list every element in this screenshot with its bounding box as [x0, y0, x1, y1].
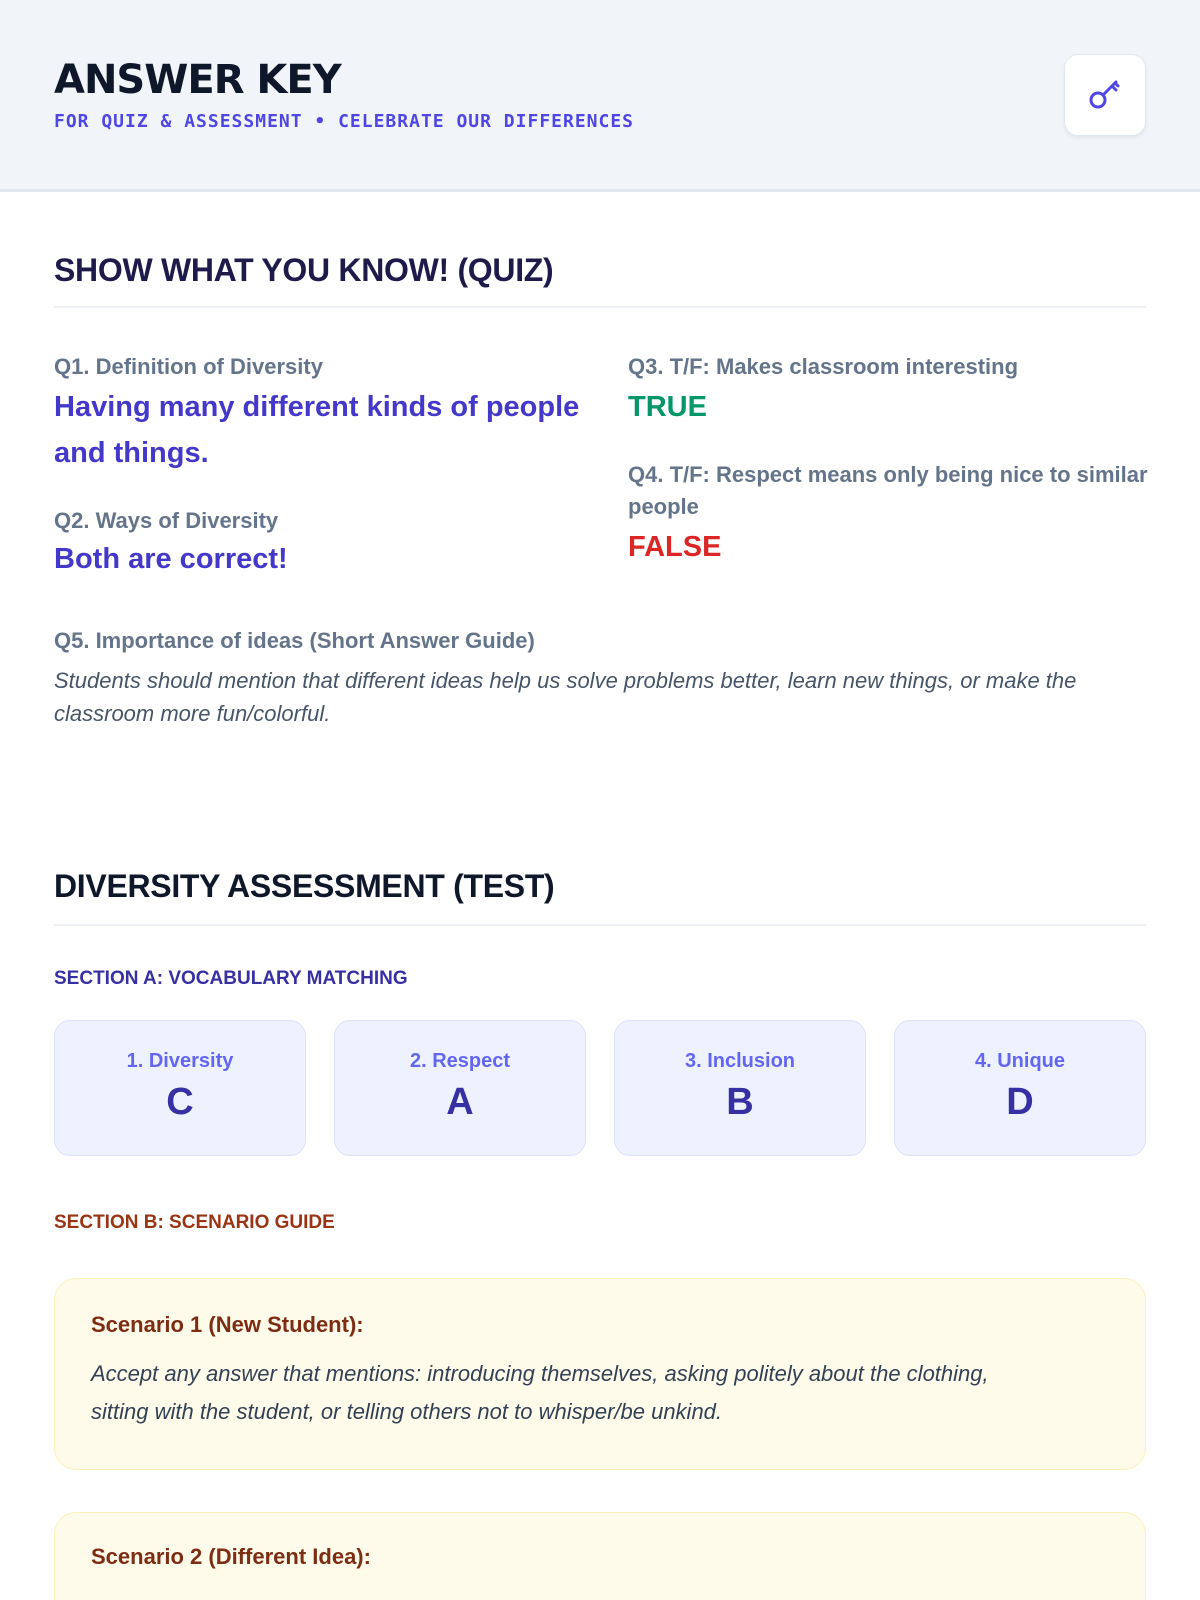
key-button[interactable] [1064, 54, 1146, 136]
match-answer-letter: A [446, 1081, 474, 1123]
match-card [334, 1020, 586, 1156]
q3-answer: TRUE [628, 391, 707, 423]
match-answer-letter: C [166, 1081, 194, 1123]
match-card [894, 1020, 1146, 1156]
match-term: 3. Inclusion [684, 1050, 796, 1072]
q5-answer-line2: classroom more fun/colorful. [54, 701, 331, 726]
page-title: ANSWER KEY [54, 57, 341, 103]
q2-label: Q2. Ways of Diversity [54, 508, 279, 533]
section-a-title: SECTION A: VOCABULARY MATCHING [54, 968, 408, 989]
page-subtitle: FOR QUIZ & ASSESSMENT • CELEBRATE OUR DIFFERENCES [54, 111, 635, 132]
q3-label: Q3. T/F: Makes classroom interesting [628, 354, 1019, 379]
match-answer-letter: D [1006, 1081, 1034, 1123]
match-term: 4. Unique [974, 1050, 1065, 1072]
scenario-title: Scenario 1 (New Student): [91, 1312, 364, 1337]
scenario-guide-text [91, 1355, 1101, 1431]
scenario-text-line2: sitting with the student, or telling others not to whisper/be unkind. [91, 1399, 723, 1424]
key-icon [1083, 73, 1127, 117]
scenario-card [54, 1512, 1146, 1600]
scenario-card [54, 1278, 1146, 1470]
assessment-divider [54, 924, 1146, 926]
q5-answer [54, 664, 1154, 730]
q2-answer: Both are correct! [54, 543, 288, 575]
q5-label: Q5. Importance of ideas (Short Answer Guide) [54, 628, 535, 653]
scenario-title: Scenario 2 (Different Idea): [91, 1544, 371, 1569]
match-term: 2. Respect [409, 1050, 511, 1072]
quiz-section-title: SHOW WHAT YOU KNOW! (QUIZ) [54, 252, 554, 288]
q5-answer-line1: Students should mention that different ideas help us solve problems better, learn new things, or make the [54, 668, 1077, 693]
q1-answer-line2: and things. [54, 437, 209, 469]
section-b-title: SECTION B: SCENARIO GUIDE [54, 1212, 335, 1233]
q4-answer: FALSE [628, 531, 722, 563]
q1-answer-line1: Having many different kinds of people [54, 391, 580, 423]
scenario-text-line1: Accept any answer that mentions: introducing themselves, asking politely about the clothing, [91, 1361, 989, 1386]
match-answer-letter: B [726, 1081, 754, 1123]
match-term: 1. Diversity [126, 1050, 234, 1072]
quiz-divider [54, 306, 1146, 308]
page-header [0, 0, 1200, 192]
q1-label: Q1. Definition of Diversity [54, 354, 323, 379]
q4-label-line1: Q4. T/F: Respect means only being nice to similar [628, 462, 1148, 487]
match-card [614, 1020, 866, 1156]
q4-label-line2: people [628, 494, 699, 519]
assessment-section-title: DIVERSITY ASSESSMENT (TEST) [54, 868, 555, 904]
match-card [54, 1020, 306, 1156]
